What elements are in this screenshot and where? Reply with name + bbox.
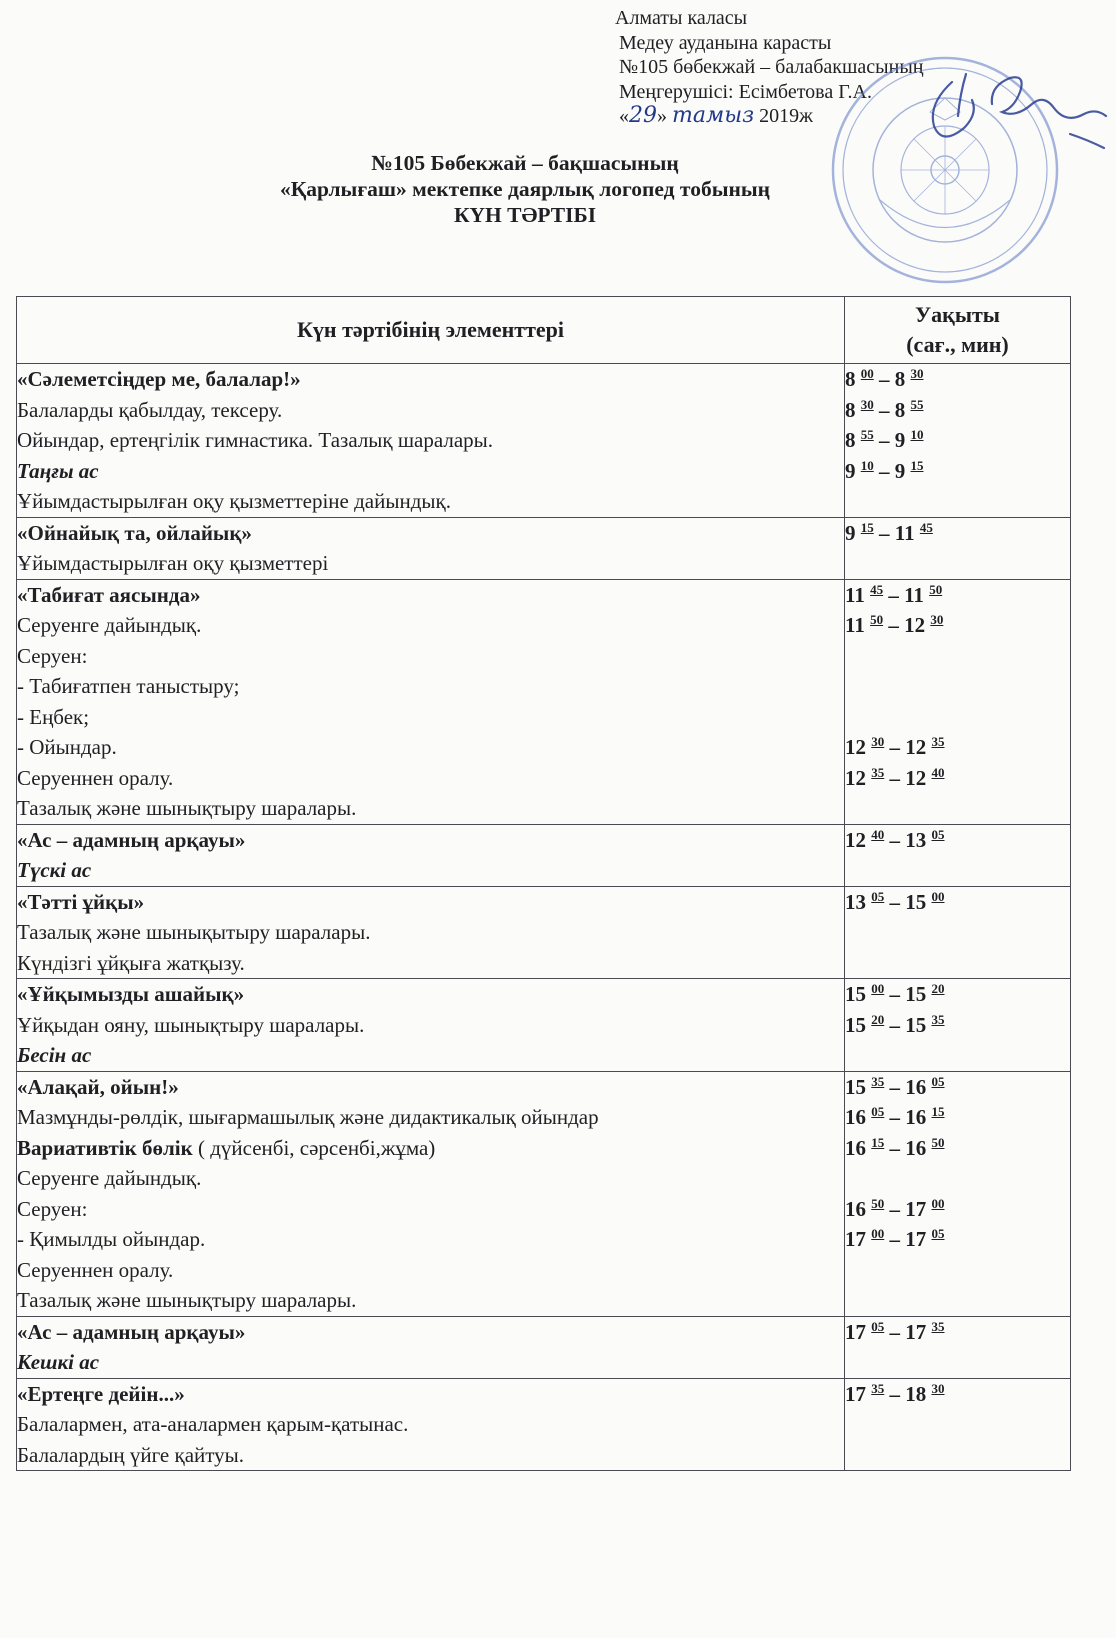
time-range [845,763,1070,794]
time-range [845,1010,1070,1041]
start-hour: 11 [845,582,865,607]
time-separator: – [883,582,905,607]
end-minute: 45 [919,519,933,535]
start-hour: 15 [845,982,866,1006]
start-minute: 15 [871,1134,885,1150]
variative-line [17,1133,844,1164]
time-separator: – [873,397,895,422]
activity-title: «Алақай, ойын!» [17,1074,179,1099]
end-minute: 05 [931,826,945,842]
approval-institution: №105 бөбекжай – балабакшасының [619,56,924,78]
activity-line: Ұйқыдан ояну, шынықтыру шаралары. [17,1012,365,1037]
end-minute: 50 [929,581,943,597]
activity-line: Серуеннен оралу. [17,1257,174,1282]
start-hour: 16 [845,1105,866,1129]
activity-line: Серуен: [17,643,88,668]
start-minute: 35 [871,1073,885,1089]
time-range [845,425,1070,456]
activity-title: «Сәлеметсіңдер ме, балалар!» [17,367,301,391]
start-minute: 30 [871,734,885,749]
time-separator: – [884,1012,906,1037]
time-range [845,887,1070,918]
activity-cell [17,364,845,518]
time-spacer [845,641,1070,672]
approval-city: Алматы каласы [615,7,748,29]
document-heading [150,150,900,228]
meal-label: Кешкі ас [17,1350,100,1374]
end-minute: 05 [931,1226,945,1241]
end-hour: 9 [894,458,906,483]
end-hour: 16 [905,1105,927,1129]
end-minute: 35 [931,1318,945,1334]
activity-title: «Ойнайық та, ойлайық» [17,520,252,545]
time-separator: – [884,735,906,759]
activity-cell [17,1378,845,1471]
start-hour: 17 [845,1319,866,1344]
end-hour: 15 [905,889,927,914]
end-hour: 9 [894,428,906,452]
activity-title: «Ұйқымызды ашайық» [17,982,245,1006]
table-row [17,517,1071,579]
start-hour: 16 [845,1135,866,1160]
end-hour: 16 [905,1135,927,1160]
activity-line: - Табиғатпен таныстыру; [17,674,240,698]
activity-cell [17,979,845,1072]
start-minute: 50 [870,612,884,627]
table-row [17,886,1071,979]
end-minute: 35 [931,734,945,749]
time-range [845,1317,1070,1348]
end-hour: 17 [905,1196,927,1221]
signature-icon [920,64,1110,160]
time-separator: – [883,613,905,637]
meal-label: Бесін ас [17,1043,92,1067]
activity-cell [17,1071,845,1316]
end-minute: 10 [910,427,924,442]
start-minute: 05 [871,888,885,904]
date-day: 29 [629,103,657,128]
start-hour: 12 [845,765,866,790]
start-hour: 12 [845,827,866,852]
time-separator: – [884,1227,906,1251]
end-minute: 05 [931,1073,945,1089]
time-range [845,1379,1070,1410]
end-hour: 16 [905,1074,927,1099]
time-cell [845,979,1071,1072]
start-minute: 40 [871,826,885,842]
time-cell [845,1378,1071,1471]
end-hour: 8 [894,367,906,391]
table-row [17,364,1071,518]
time-range [845,1072,1070,1103]
activity-line: Тазалық және шынықытыру шаралары. [17,920,371,944]
start-minute: 00 [871,981,885,996]
start-minute: 20 [871,1011,885,1027]
start-minute: 35 [871,1380,885,1396]
table-row [17,824,1071,886]
start-hour: 9 [845,520,856,545]
activity-title: «Ертеңге дейін...» [17,1381,185,1406]
date-quote-open: « [619,105,629,127]
activity-title: «Тәтті ұйқы» [17,889,145,914]
start-minute: 50 [871,1195,885,1211]
start-minute: 35 [871,764,885,780]
activity-cell [17,517,845,579]
end-minute: 15 [931,1104,945,1119]
approval-date [619,104,923,129]
time-cell [845,886,1071,979]
table-row [17,1071,1071,1316]
start-minute: 10 [860,457,874,473]
start-hour: 17 [845,1381,866,1406]
time-cell [845,579,1071,824]
end-minute: 00 [931,888,945,904]
start-minute: 00 [860,366,874,381]
time-separator: – [884,1319,906,1344]
activity-line: Серуен: [17,1196,88,1221]
time-separator: – [884,1196,906,1221]
time-separator: – [884,1381,906,1406]
start-hour: 9 [845,458,856,483]
activity-line: Ұйымдастырылған оқу қызметтеріне дайындық. [17,489,451,513]
heading-line-3: КҮН ТӘРТІБІ [453,203,597,227]
activity-line: Балаларды қабылдау, тексеру. [17,397,283,422]
time-range [845,1133,1070,1164]
date-year: 2019ж [759,105,813,127]
end-hour: 13 [905,827,927,852]
time-range [845,456,1070,487]
time-separator: – [884,1074,906,1099]
time-range [845,1102,1070,1133]
time-range [845,395,1070,426]
meal-label: Таңғы ас [17,458,99,483]
activity-cell [17,886,845,979]
time-spacer [845,671,1070,702]
time-separator: – [884,1105,906,1129]
end-hour: 12 [905,735,927,759]
end-hour: 18 [905,1381,927,1406]
start-hour: 8 [845,428,856,452]
approval-block [615,6,923,129]
end-hour: 12 [905,765,927,790]
col-header-time [845,297,1071,364]
activity-line: Балалардың үйге қайтуы. [17,1442,245,1467]
end-hour: 11 [894,520,915,545]
time-range [845,979,1070,1010]
start-hour: 15 [845,1074,866,1099]
activity-line: Балалармен, ата-аналармен қарым-қатынас. [17,1412,409,1436]
schedule-table [16,296,1071,1471]
start-minute: 30 [860,396,874,412]
end-minute: 20 [931,981,945,996]
time-cell [845,824,1071,886]
heading-line-2: «Қарлығаш» мектепке даярлық логопед тобының [279,177,771,201]
time-range [845,1224,1070,1255]
variative-label: Вариативтік бөлік [17,1135,193,1160]
date-month: тамыз [672,103,755,128]
time-separator: – [884,765,906,790]
time-range [845,825,1070,856]
approval-head: Меңгерушісі: Есімбетова Г.А. [619,80,872,103]
end-minute: 40 [931,764,945,780]
time-separator: – [873,428,895,452]
end-minute: 30 [931,1380,945,1396]
end-minute: 00 [931,1195,945,1211]
activity-cell [17,579,845,824]
end-hour: 15 [905,1012,927,1037]
end-minute: 30 [930,612,944,627]
time-separator: – [873,367,895,391]
end-hour: 15 [905,982,927,1006]
col-header-elements: Күн тәртібінің элементтері [17,297,845,364]
start-hour: 8 [845,397,856,422]
start-hour: 12 [845,735,866,759]
start-hour: 17 [845,1227,866,1251]
activity-line: - Қимылды ойындар. [17,1227,206,1251]
table-row [17,1316,1071,1378]
time-cell [845,364,1071,518]
heading-line-1: №105 Бөбекжай – бақшасының [371,151,679,175]
start-minute: 55 [860,427,874,442]
end-minute: 30 [910,366,924,381]
time-range [845,518,1070,549]
start-hour: 11 [845,613,865,637]
activity-line: Серуенге дайындық. [17,1166,202,1190]
time-cell [845,1316,1071,1378]
activity-line: Серуенге дайындық. [17,613,202,637]
end-minute: 15 [910,457,924,473]
activity-cell [17,1316,845,1378]
activity-line: Ұйымдастырылған оқу қызметтері [17,551,329,575]
time-separator: – [884,889,906,914]
end-hour: 12 [904,613,926,637]
activity-line: - Еңбек; [17,704,90,729]
time-separator: – [884,1135,906,1160]
activity-title: «Табиғат аясында» [17,582,201,607]
variative-days: ( дүйсенбі, сәрсенбі,жұма) [192,1135,436,1160]
activity-line: Тазалық және шынықтыру шаралары. [17,1288,357,1312]
time-range [845,1194,1070,1225]
time-range [845,364,1070,395]
col-header-time-line-2: (сағ., мин) [906,332,1009,357]
start-minute: 00 [871,1226,885,1241]
time-separator: – [873,458,895,483]
date-quote-close: » [657,105,667,127]
start-minute: 15 [860,519,874,535]
time-separator: – [884,827,906,852]
activity-line: Ойындар, ертеңгілік гимнастика. Тазалық шаралары. [17,428,494,452]
end-minute: 35 [931,1011,945,1027]
start-hour: 13 [845,889,866,914]
start-hour: 16 [845,1196,866,1221]
end-hour: 11 [904,582,924,607]
activity-cell [17,824,845,886]
time-separator: – [884,982,906,1006]
activity-line: - Ойындар. [17,735,117,759]
table-row [17,579,1071,824]
table-row [17,1378,1071,1471]
end-minute: 55 [910,396,924,412]
activity-title: «Ас – адамның арқауы» [17,827,246,852]
activity-line: Тазалық және шынықтыру шаралары. [17,796,357,820]
meal-label: Түскі ас [17,858,92,882]
activity-title: «Ас – адамның арқауы» [17,1319,246,1344]
activity-line: Күндізгі ұйқыға жатқызу. [17,950,245,975]
time-range [845,610,1070,641]
table-row [17,979,1071,1072]
time-separator: – [873,520,895,545]
col-header-time-line-1: Уақыты [915,302,1000,327]
activity-line: Мазмұнды-рөлдік, шығармашылық және дидактикалық ойындар [17,1105,599,1129]
start-minute: 45 [870,581,884,597]
time-spacer [845,702,1070,733]
time-spacer [845,1163,1070,1194]
activity-line: Серуеннен оралу. [17,765,174,790]
start-hour: 15 [845,1012,866,1037]
start-minute: 05 [871,1104,885,1119]
end-hour: 17 [905,1319,927,1344]
time-range [845,732,1070,763]
start-hour: 8 [845,367,856,391]
time-cell [845,1071,1071,1316]
end-hour: 17 [905,1227,927,1251]
table-header-row [17,297,1071,364]
start-minute: 05 [871,1318,885,1334]
end-hour: 8 [894,397,906,422]
time-cell [845,517,1071,579]
time-range [845,580,1070,611]
end-minute: 50 [931,1134,945,1150]
approval-district: Медеу ауданына карасты [619,31,832,54]
